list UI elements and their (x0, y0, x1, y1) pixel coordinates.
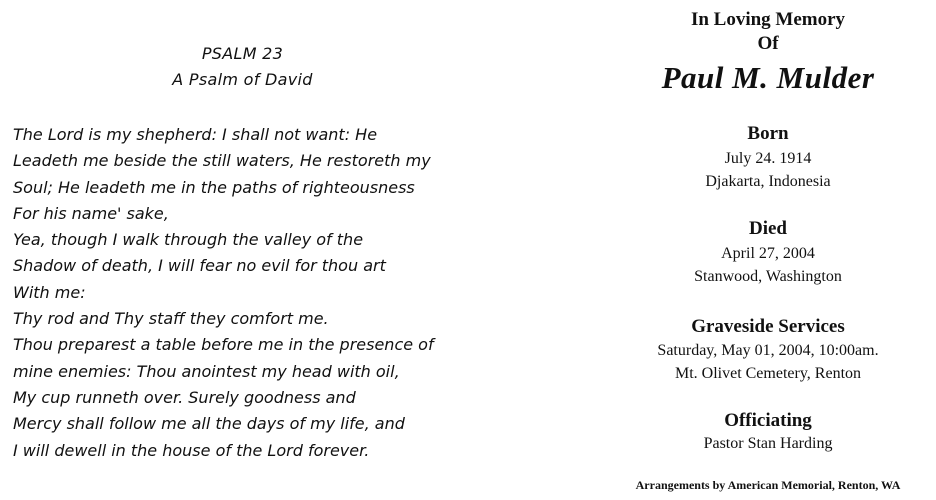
psalm-line: Soul; He leadeth me in the paths of righteousness (13, 177, 415, 197)
psalm-line: Leadeth me beside the still waters, He restoreth my (13, 151, 431, 171)
officiating-label: Officiating (724, 410, 812, 431)
psalm-subtitle: A Psalm of David (172, 70, 313, 89)
psalm-line: Shadow of death, I will fear no evil for thou art (13, 256, 386, 276)
memorial-panel (600, 0, 936, 500)
psalm-title: PSALM 23 (201, 44, 284, 63)
memory-heading-of: Of (757, 33, 779, 54)
died-label: Died (749, 218, 787, 239)
died-date: April 27, 2004 (721, 245, 815, 262)
psalm-text (13, 122, 434, 464)
psalm-line: Yea, though I walk through the valley of the (13, 230, 364, 250)
psalm-line: For his name' sake, (13, 203, 169, 223)
services-place: Mt. Olivet Cemetery, Renton (674, 365, 862, 382)
born-place: Djakarta, Indonesia (705, 173, 831, 190)
psalm-line: I will dewell in the house of the Lord forever. (13, 440, 370, 460)
psalm-line: Mercy shall follow me all the days of my life, and (13, 414, 405, 434)
psalm-line: Thy rod and Thy staff they comfort me. (13, 309, 329, 329)
born-label: Born (747, 123, 789, 144)
arrangements-note: Arrangements by American Memorial, Renton, WA (635, 478, 901, 492)
services-label: Graveside Services (691, 316, 845, 337)
died-place: Stanwood, Washington (694, 268, 842, 285)
officiating-name: Pastor Stan Harding (703, 435, 833, 452)
deceased-name: Paul M. Mulder (661, 60, 875, 95)
memory-heading: In Loving Memory (690, 9, 846, 30)
services-datetime: Saturday, May 01, 2004, 10:00am. (657, 342, 879, 359)
psalm-line: The Lord is my shepherd: I shall not want: He (13, 125, 378, 144)
psalm-line: My cup runneth over. Surely goodness and (13, 387, 356, 407)
born-date: July 24. 1914 (724, 150, 812, 167)
psalm-line: mine enemies: Thou anointest my head with oil, (13, 361, 400, 381)
psalm-line: With me: (13, 282, 86, 302)
psalm-line: Thou preparest a table before me in the presence of (13, 335, 434, 355)
